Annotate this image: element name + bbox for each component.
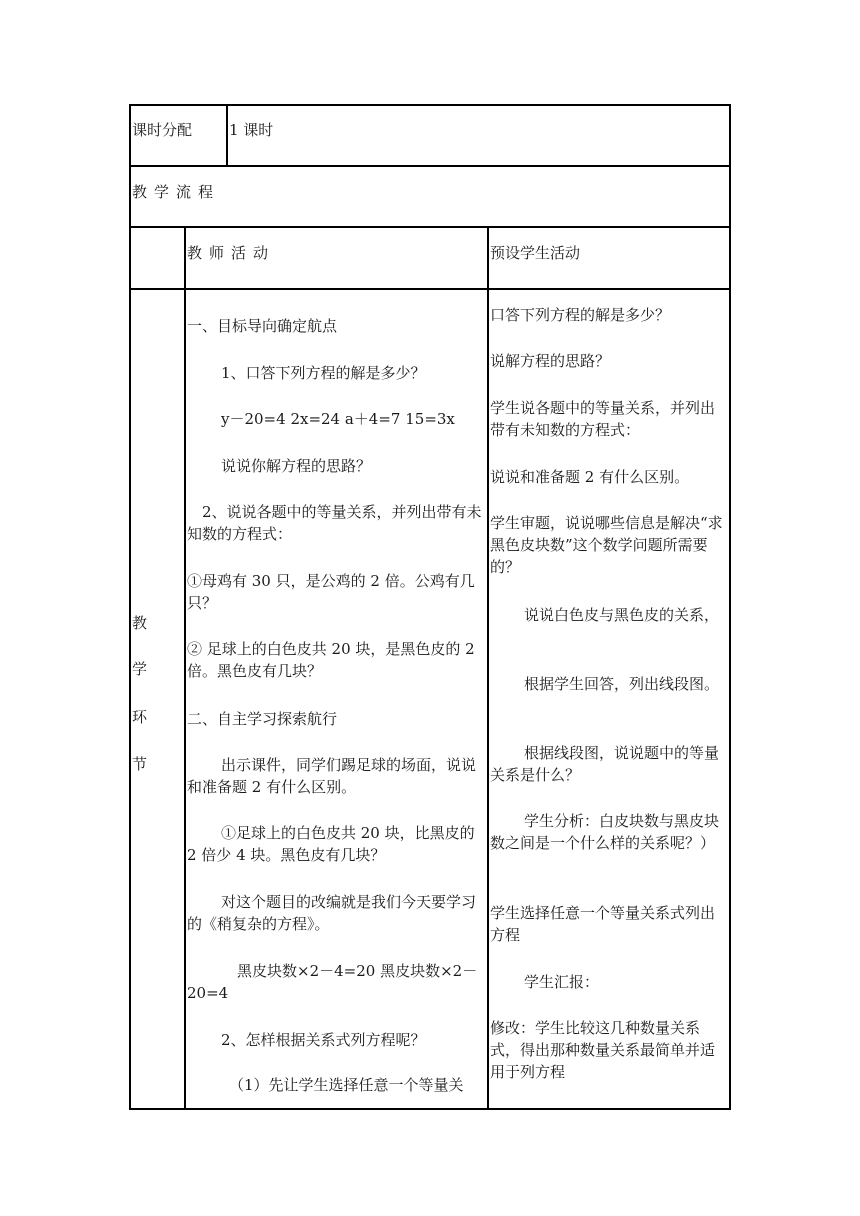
student-paragraph: 学生选择任意一个等量关系式列出方程 bbox=[490, 904, 716, 944]
teacher-paragraph: 2、说说各题中的等量关系，并列出带有未知数的方程式： bbox=[187, 503, 482, 543]
student-paragraph: 学生分析：白皮块数与黑皮块数之间是一个什么样的关系呢？） bbox=[490, 812, 720, 852]
teacher-paragraph: 出示课件，同学们踢足球的场面，说说和准备题 2 有什么区别。 bbox=[187, 756, 477, 796]
teacher-paragraph: 对这个题目的改编就是我们今天要学习的《稍复杂的方程》。 bbox=[187, 893, 477, 933]
teacher-paragraph: ①足球上的白色皮共 20 块，比黑皮的 2 倍少 4 块。黑色皮有几块？ bbox=[187, 824, 475, 864]
table-col-divider bbox=[226, 104, 228, 166]
table-col-divider bbox=[487, 226, 489, 1109]
student-paragraph: 根据学生回答，列出线段图。 bbox=[524, 675, 720, 693]
period-allocation-value: 1 课时 bbox=[229, 121, 274, 139]
table-border-top bbox=[129, 104, 731, 106]
teaching-process-heading: 教学流程 bbox=[132, 183, 221, 201]
student-line: 说解方程的思路？ bbox=[490, 352, 611, 370]
teacher-paragraph: ①母鸡有 30 只，是公鸡的 2 倍。公鸡有几只？ bbox=[187, 572, 475, 612]
student-paragraph: 根据线段图，说说题中的等量关系是什么？ bbox=[490, 744, 720, 784]
student-paragraph: 学生审题，说说哪些信息是解决“求黑色皮块数”这个数学问题所需要的？ bbox=[490, 514, 723, 576]
section-label-char: 教 bbox=[132, 614, 148, 632]
student-paragraph: 学生说各题中的等量关系，并列出带有未知数的方程式： bbox=[490, 399, 716, 439]
student-paragraph: 说说白色皮与黑色皮的关系， bbox=[524, 606, 720, 624]
student-line: 口答下列方程的解是多少？ bbox=[490, 306, 671, 324]
teacher-equation: 黑皮块数×2－4=20 黑皮块数×2－20=4 bbox=[187, 962, 478, 1002]
student-line: 学生汇报： bbox=[524, 973, 600, 991]
teacher-paragraph: ② 足球上的白色皮共 20 块，是黑色皮的 2 倍。黑色皮有几块？ bbox=[187, 640, 475, 680]
teacher-line: 一、目标导向确定航点 bbox=[187, 317, 338, 335]
student-line: 说说和准备题 2 有什么区别。 bbox=[490, 468, 690, 486]
student-paragraph: 修改：学生比较这几种数量关系式，得出那种数量关系最简单并适用于列方程 bbox=[490, 1019, 716, 1081]
table-border-left bbox=[129, 104, 131, 1109]
section-label-char: 节 bbox=[132, 755, 148, 773]
table-row-divider bbox=[129, 226, 731, 228]
table-col-divider bbox=[184, 226, 186, 1109]
teacher-activity-header: 教师活动 bbox=[187, 244, 276, 262]
teacher-line: 1、口答下列方程的解是多少？ bbox=[221, 364, 426, 382]
section-label-char: 学 bbox=[132, 660, 148, 678]
period-allocation-label: 课时分配 bbox=[132, 121, 193, 139]
table-row-divider bbox=[129, 165, 731, 167]
table-row-divider bbox=[129, 288, 731, 290]
teacher-line: y－20=4 2x=24 a＋4=7 15=3x bbox=[221, 410, 455, 428]
student-activity-header: 预设学生活动 bbox=[490, 244, 581, 262]
teacher-line: 说说你解方程的思路？ bbox=[221, 457, 372, 475]
table-border-right bbox=[729, 104, 731, 1109]
teacher-line: 二、自主学习探索航行 bbox=[187, 710, 338, 728]
teacher-line: 2、怎样根据关系式列方程呢？ bbox=[221, 1031, 426, 1049]
section-label-char: 环 bbox=[132, 708, 148, 726]
teacher-line: （1）先让学生选择任意一个等量关 bbox=[229, 1076, 464, 1094]
table-border-bottom bbox=[129, 1108, 731, 1110]
